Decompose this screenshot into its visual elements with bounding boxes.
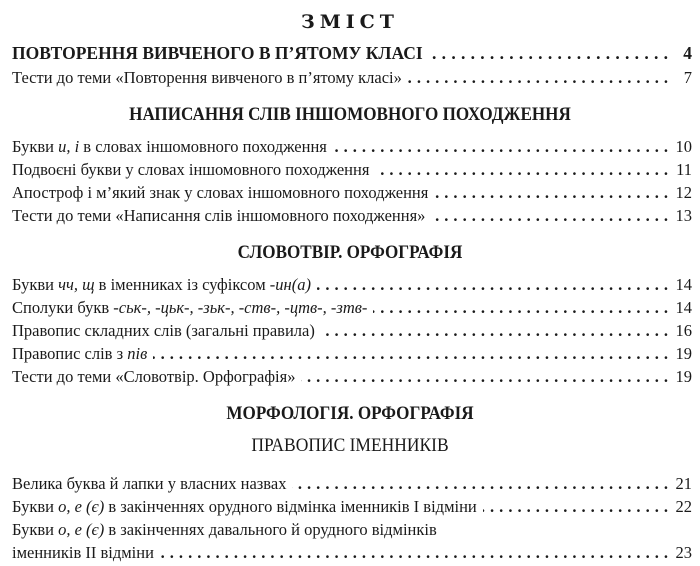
toc-entry-text: Апостроф і м’який знак у словах іншомовного походження [12, 183, 429, 202]
page-title: ЗМІСТ [301, 11, 399, 33]
dot-leader [317, 274, 668, 295]
toc-page-number: 23 [675, 543, 692, 562]
toc-page-number: 12 [675, 183, 692, 202]
italic-prefix: пів [127, 344, 148, 363]
toc-entry[interactable] [12, 366, 692, 387]
dot-leader [333, 136, 668, 157]
dot-leader [301, 366, 668, 387]
toc-entry[interactable] [12, 496, 692, 517]
toc-page-number: 13 [675, 206, 692, 225]
toc-page-number: 19 [675, 344, 692, 363]
toc-page-number: 16 [675, 321, 692, 340]
dot-leader [292, 473, 668, 494]
toc-entry-text: іменників ІІ відміни [12, 543, 154, 562]
toc-page-number: 22 [675, 497, 692, 516]
italic-letter-clusters: -ськ-, -цьк-, -зьк-, -ств-, -цтв-, -зтв- [113, 298, 368, 317]
toc-entry[interactable] [12, 473, 692, 494]
toc-entry[interactable] [12, 67, 692, 88]
toc-entry-text: Букви о, е (є) в закінченнях орудного відмінка іменників І відміни [12, 497, 477, 516]
toc-page-number: 14 [675, 298, 692, 317]
dot-leader [483, 496, 668, 517]
toc-page-number: 19 [675, 367, 692, 386]
toc-entry[interactable] [12, 182, 692, 203]
toc-entry-text: Правопис слів з пів [12, 344, 148, 363]
dot-leader [153, 343, 668, 364]
section-subheading: ПРАВОПИС ІМЕННИКІВ [251, 435, 449, 456]
toc-page-number: 7 [683, 68, 692, 87]
toc-entry-text: Велика буква й лапки у власних назвах [12, 474, 287, 493]
toc-page-number: 21 [675, 474, 692, 493]
toc-page-number: 14 [675, 275, 692, 294]
toc-entry-text: Правопис складних слів (загальні правила) [12, 321, 315, 340]
section-heading: НАПИСАННЯ СЛІВ ІНШОМОВНОГО ПОХОДЖЕННЯ [129, 104, 571, 125]
toc-entry-text: Букви чч, щ в іменниках із суфіксом -ин(а) [12, 275, 311, 294]
toc-entry-continuation[interactable] [12, 542, 692, 563]
toc-entry[interactable] [12, 320, 692, 341]
toc-entry[interactable] [12, 136, 692, 157]
toc-entry-text: Тести до теми «Написання слів іншомовного походження» [12, 206, 426, 225]
italic-letters: о, е (є) [58, 520, 105, 539]
toc-page-number: 4 [683, 43, 692, 63]
toc-page-number: 10 [675, 137, 692, 156]
toc-entry-text: Тести до теми «Словотвір. Орфографія» [12, 367, 296, 386]
dot-leader [429, 43, 668, 64]
toc-entry-text: Сполуки букв -ськ-, -цьк-, -зьк-, -ств-, -цтв-, -зтв- [12, 298, 368, 317]
toc-entry-text: Подвоєні букви у словах іншомовного походження [12, 160, 370, 179]
italic-suffix: -ин(а) [269, 275, 311, 294]
dot-leader [408, 67, 668, 88]
italic-letters: о, е (є) [58, 497, 105, 516]
dot-leader [375, 159, 668, 180]
dot-leader [434, 182, 668, 203]
toc-entry[interactable] [12, 297, 692, 318]
toc-entry-text: ПОВТОРЕННЯ ВИВЧЕНОГО В П’ЯТОМУ КЛАСІ [12, 43, 423, 63]
toc-entry-text: Тести до теми «Повторення вивченого в п’ятому класі» [12, 68, 402, 87]
toc-entry[interactable] [12, 159, 692, 180]
toc-entry[interactable] [12, 43, 692, 64]
toc-page-number: 11 [676, 160, 692, 179]
italic-letters: и, і [58, 137, 80, 156]
dot-leader [160, 542, 668, 563]
toc-entry-text: Букви о, е (є) в закінченнях давального й орудного відмінків [12, 520, 437, 539]
dot-leader [431, 205, 668, 226]
toc-entry[interactable] [12, 205, 692, 226]
toc-entry-text: Букви и, і в словах іншомовного походження [12, 137, 327, 156]
toc-entry-first-line[interactable] [12, 519, 692, 540]
toc-entry[interactable] [12, 274, 692, 295]
dot-leader [321, 320, 668, 341]
toc-entry[interactable] [12, 343, 692, 364]
dot-leader [373, 297, 668, 318]
section-heading: СЛОВОТВІР. ОРФОГРАФІЯ [237, 242, 463, 263]
italic-letters: чч, щ [58, 275, 95, 294]
section-heading: МОРФОЛОГІЯ. ОРФОГРАФІЯ [226, 403, 474, 424]
